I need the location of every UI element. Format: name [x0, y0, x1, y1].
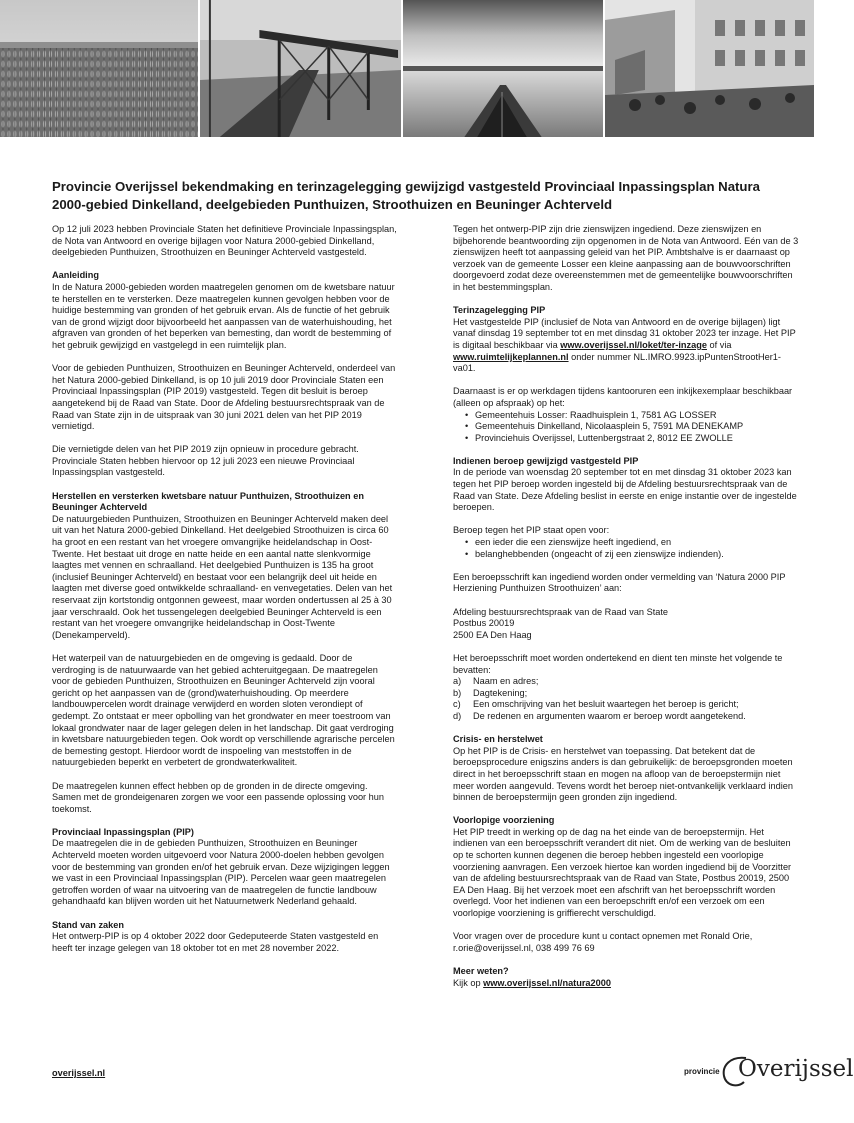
- text: of via: [706, 339, 732, 350]
- paragraph: In de periode van woensdag 20 september tot en met dinsdag 31 oktober 2023 kan tegen het PIP beroep worden ingesteld bij de Afdeling bestuursrechtspraak van de Raad van State. Deze Afdeling beslist in eerste en enige instantie over de ingestelde beroepen.: [453, 467, 797, 513]
- paragraph: Op het PIP is de Crisis- en herstelwet van toepassing. Dat betekent dat de beroepsprocedure enigszins anders is dan gebruikelijk: de beroepsgronden moeten direct in het beroepsschrift staan en mogen na afloop van de beroepstermijn niet meer worden aangevuld. Tevens wordt het beroep niet-ontvankelijk verklaard indien binnen de beroepstermijn geen gronden zijn ingediend.: [453, 745, 793, 803]
- section-heading-voorlopig: Voorlopige voorziening: [453, 815, 555, 826]
- address-line: Afdeling bestuursrechtspraak van de Raad van State: [453, 606, 669, 617]
- paragraph: Een beroepsschrift kan ingediend worden onder vermelding van ‘Natura 2000 PIP Herziening Punthuizen Stroothuizen’ aan:: [453, 571, 786, 594]
- wheat-field-photo: [0, 0, 200, 137]
- logo-big-text: Overijssel: [738, 1056, 854, 1082]
- list-item: • belanghebbenden (ongeacht of zij een zienswijze indienden).: [475, 549, 801, 561]
- meer-weten-line: [453, 978, 801, 990]
- item-text: Dagtekening;: [473, 687, 528, 698]
- text: onder nummer NL.IMRO.9923.ipPuntenStrootHer1-va01.: [453, 351, 781, 374]
- list-item: [453, 676, 801, 688]
- list-item: [453, 711, 801, 723]
- section-heading-terinzage: Terinzagelegging PIP: [453, 305, 546, 316]
- paragraph: Het ontwerp-PIP is op 4 oktober 2022 door Gedeputeerde Staten vastgesteld en heeft ter inzage gelegen van 18 oktober tot en met 28 november 2022.: [52, 931, 379, 953]
- section-heading-pip: Provinciaal Inpassingsplan (PIP): [52, 826, 194, 837]
- list-item: • Gemeentehuis Losser: Raadhuisplein 1, 7581 AG LOSSER: [475, 410, 801, 422]
- ruimtelijkeplannen-link[interactable]: www.ruimtelijkeplannen.nl: [453, 351, 569, 362]
- paragraph: De natuurgebieden Punthuizen, Stroothuizen en Beuninger Achterveld maken deel uit van het Natura 2000-gebied Dinkelland. Het deelgebied Stroothuizen is circa 60 ha groot en een restant van het vroegere omvangrijke heidelandschap in Oost-Twente. Het bestaat uit droge en natte heide en een aantal natte slenkvormige laagtes met vennen en schraalland. Het deelgebied Punthuizen is 135 ha groot (inclusief Beuninger Achterveld) en bestaat voor een belangrijk deel uit heide en laagten met diverse goed ontwikkelde schraalland- en venvegetaties. Delen van het reservaat zijn kortstondig ontgonnen geweest, maar worden ondertussen al 25 à 30 jaar verschraald. Ook het tussengelegen deelgebied Beuninger Achterveld is een restant van het vroegere omvangrijke heidelandschap in Oost-Twente (Denekamperveld).: [52, 513, 393, 640]
- address-block: [453, 607, 801, 642]
- item-text: Naam en adres;: [473, 676, 539, 687]
- list-item: [453, 688, 801, 700]
- paragraph: Het waterpeil van de natuurgebieden en de omgeving is gedaald. Door de verdroging is de natuurwaarde van het gebied achteruitgegaan. De maatregelen voor de gebieden Punthuizen, Stroothuizen en Beuninger Achterveld zijn vooral gericht op het aanpassen van de (grond)waterhuishouding. Op meerdere landbouwpercelen wordt drainage verwijderd en worden sloten verondiept of gedempt. Zo ontstaat er meer opbolling van het grondwater en meer toestroom van lokaal grondwater naar de lager gelegen delen in het landschap. Dit gaat verdroging in kwetsbare natuurgebieden tegen. Ook wordt op verschillende agrarische percelen de bemesting gestopt. Hierdoor wordt de inspoeling van meststoffen in de natuurgebieden beperkt en verbetert de grondwaterkwaliteit.: [52, 652, 395, 768]
- paragraph: In de Natura 2000-gebieden worden maatregelen genomen om de kwetsbare natuur te herstellen en te versterken. Deze maatregelen kunnen gevolgen hebben voor de huidige bestemming van gronden of het gebruik ervan. Als de functie of het gebruik van de grond wijzigt door bijvoorbeeld het aanpassen van de waterhuishouding, het afgraven van gronden of het beperken van bemesting, dan wordt de bestemming of het gebruik gewijzigd en vastgelegd in een ruimtelijk plan.: [52, 281, 395, 350]
- railway-bridge-photo: [200, 0, 403, 137]
- left-column: [52, 224, 397, 966]
- list-item: • een ieder die een zienswijze heeft ingediend, en: [475, 537, 801, 549]
- item-label: a): [453, 676, 462, 687]
- address-line: Postbus 20019: [453, 618, 515, 629]
- item-text: Een omschrijving van het besluit waartegen het beroep is gericht;: [473, 699, 739, 710]
- right-column: [453, 224, 801, 1001]
- section-heading-aanleiding: Aanleiding: [52, 270, 99, 281]
- requirements-list: [453, 676, 801, 722]
- logo-swirl-icon: [720, 1054, 750, 1090]
- beroep-open-intro: Beroep tegen het PIP staat open voor:: [453, 525, 610, 536]
- provincie-overijssel-logo: [676, 1050, 854, 1098]
- section-heading-stand: Stand van zaken: [52, 919, 124, 930]
- list-item: [453, 699, 801, 711]
- town-square-terrace-photo: [605, 0, 814, 137]
- item-label: d): [453, 710, 462, 721]
- beroep-open-list: [453, 537, 801, 560]
- paragraph: Tegen het ontwerp-PIP zijn drie zienswijzen ingediend. Deze zienswijzen en bijbehorende beantwoording zijn opgenomen in de Nota van Antwoord. Eén van de 3 zienswijzen heeft tot aanpassing geleid van het PIP. Ambtshalve is er daarnaast op verzoek van de gemeente Losser een kleine aanpassing aan de bouwvoorschriften doorgevoerd zodat deze overeenstemmen met de gemeentelijke bouwvoorschriften in het bestemmingsplan.: [453, 224, 799, 292]
- inkijk-intro: Daarnaast is er op werkdagen tijdens kantooruren een inkijkexemplaar beschikbaar (alleen op afspraak) op het:: [453, 386, 793, 408]
- item-label: c): [453, 699, 461, 710]
- section-heading-herstel: Herstellen en versterken kwetsbare natuur Punthuizen, Stroothuizen en Beuninger Achterveld: [52, 490, 364, 513]
- contact-paragraph: Voor vragen over de procedure kunt u contact opnemen met Ronald Orie, r.orie@overijssel.nl, 038 499 76 69: [453, 931, 753, 953]
- paragraph: De maatregelen kunnen effect hebben op de gronden in de directe omgeving. Samen met de grondeigenaren zorgen we voor een passende oplossing voor hun toekomst.: [52, 780, 384, 814]
- logo-small-text: provincie: [684, 1067, 720, 1076]
- paragraph: Die vernietigde delen van het PIP 2019 zijn opnieuw in procedure gebracht. Provinciale Staten hebben hiervoor op 12 juli 2023 een nieuwe Provinciaal Inpassingsplan vastgesteld.: [52, 444, 359, 478]
- paragraph-terinzage: [453, 317, 801, 375]
- natura2000-link[interactable]: www.overijssel.nl/natura2000: [483, 977, 611, 988]
- page-title: Provincie Overijssel bekendmaking en terinzagelegging gewijzigd vastgesteld Provinciaal Inpassingsplan Natura 2000-gebied Dinkelland, deelgebieden Punthuizen, Stroothuizen en Beuninger Achterveld: [52, 179, 760, 212]
- address-line: 2500 EA Den Haag: [453, 629, 532, 640]
- item-text: De redenen en argumenten waarom er beroep wordt aangetekend.: [473, 710, 746, 721]
- text: Kijk op: [453, 977, 484, 988]
- list-item: • Provinciehuis Overijssel, Luttenbergstraat 2, 8012 EE ZWOLLE: [475, 433, 801, 445]
- text: Het vastgestelde PIP (inclusief de Nota van Antwoord en de overige bijlagen) ligt vanaf dinsdag 19 september tot en met dinsdag 31 oktober 2023 ter inzage. Het PIP is digitaal beschikbaar via: [453, 316, 796, 350]
- paragraph: Het PIP treedt in werking op de dag na het einde van de beroepstermijn. Het indienen van een beroepsschrift verandert dit niet. Om de werking van de besluiten op te schorten kunnen degenen die beroep hebben ingesteld een voorlopige voorziening aanvragen. Een verzoek hiertoe kan worden ingediend bij de Voorzitter van de afdeling bestuursrechtspraak van de Raad van State, Postbus 20019, 2500 EA Den Haag. Bij het verzoek moet een afschrift van het beroepsschrift worden overlegd. Voor het indienen van een beroepschrift en/of een verzoek om een voorlopige voorziening is griffierecht verschuldigd.: [453, 826, 792, 919]
- paragraph: Voor de gebieden Punthuizen, Stroothuizen en Beuninger Achterveld, onderdeel van het Natura 2000-gebied Dinkelland, is op 10 juli 2019 door Provinciale Staten een Provinciaal Inpassingsplan (PIP 2019) vastgesteld. Tegen dit besluit is beroep aangetekend bij de Raad van State. Door de Afdeling bestuursrechtspraak van de Raad van State zijn in de uitspraak van 30 juni 2021 delen van het PIP 2019 vernietigd.: [52, 363, 396, 432]
- ter-inzage-link[interactable]: www.overijssel.nl/loket/ter-inzage: [560, 339, 707, 350]
- beroepsschrift-intro: Het beroepsschrift moet worden ondertekend en dient ten minste het volgende te bevatten:: [453, 652, 783, 675]
- boat-on-water-photo: [403, 0, 605, 137]
- section-heading-beroep: Indienen beroep gewijzigd vastgesteld PIP: [453, 455, 639, 466]
- list-item: • Gemeentehuis Dinkelland, Nicolaasplein 5, 7591 MA DENEKAMP: [475, 421, 801, 433]
- paragraph: De maatregelen die in de gebieden Punthuizen, Stroothuizen en Beuninger Achterveld moeten worden uitgevoerd voor Natura 2000-doelen hebben gevolgen voor de bestemming van gronden en/of het gebruik ervan. Deze wijzigingen leggen we vast in een Provinciaal Inpassingsplan (PIP). Percelen waar geen maatregelen getroffen worden of waar na uitvoering van de maatregelen de functie landbouw gehandhaafd kan blijven worden uit het Natuurnetwerk Nederland gehaald.: [52, 838, 390, 907]
- section-heading-crisis: Crisis- en herstelwet: [453, 734, 543, 745]
- item-label: b): [453, 687, 462, 698]
- inkijk-locations-list: [453, 410, 801, 445]
- intro-paragraph: Op 12 juli 2023 hebben Provinciale Staten het definitieve Provinciale Inpassingsplan, de Nota van Antwoord en overige bijlagen voor Natura 2000-gebied Dinkelland, deelgebieden Punthuizen, Stroothuizen en Beuninger Achterveld vastgesteld.: [52, 224, 397, 258]
- footer-website-link[interactable]: overijssel.nl: [52, 1068, 106, 1078]
- section-heading-meer-weten: Meer weten?: [453, 966, 509, 976]
- photo-banner: [0, 0, 814, 137]
